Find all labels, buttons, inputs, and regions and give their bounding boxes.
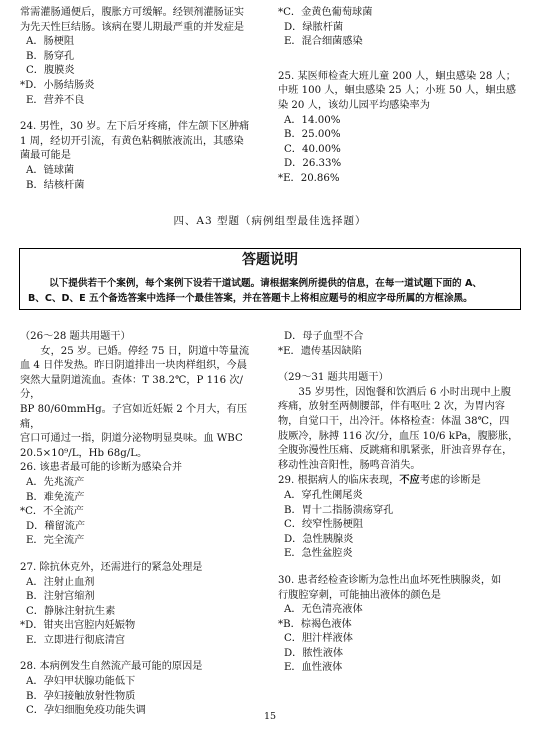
question-29-stem-emphasis: 不应 [399, 474, 420, 487]
option-a: A．先兆流产 [26, 476, 85, 488]
option-e-answer: *E．20.86% [278, 172, 340, 184]
question-26-stem: 26. 该患者最可能的诊断为感染合并 [20, 462, 183, 474]
option-a: A．注射止血剂 [26, 576, 95, 588]
option-b: B．25.00% [284, 129, 341, 141]
question-27-stem: 27. 除抗休克外，还需进行的紧急处理是 [20, 561, 203, 573]
question-25-stem-line: 中班 100 人，蛔虫感染 25 人；小班 50 人，蛔虫感 [278, 85, 516, 97]
option-b: B．结核杆菌 [26, 179, 85, 191]
question-25-stem-line: 25. 某医师检查大班儿童 200 人，蛔虫感染 28 人； [278, 70, 516, 82]
option-b: B．孕妇接触放射性物质 [26, 690, 136, 702]
instructions-title: 答题说明 [242, 252, 298, 268]
option-c-answer: *C．金黄色葡萄球菌 [278, 7, 373, 18]
instructions-line: B、C、D、E 五个备选答案中选择一个最佳答案，并在答题卡上将相应题号的相应字母所属的方框涂黑。 [28, 293, 473, 304]
page-number: 15 [263, 711, 277, 722]
case-stem-line: 20.5×10⁹/L，Hb 68g/L。 [20, 447, 148, 459]
option-d-answer: *D．小肠结肠炎 [20, 79, 95, 91]
option-d: D．稽留流产 [26, 520, 86, 532]
option-e: E．混合细菌感染 [284, 36, 363, 48]
option-b: B．难免流产 [26, 491, 85, 503]
question-29-stem-post: 考虑的诊断是 [419, 475, 481, 487]
option-b: B．注射宫缩剂 [26, 591, 95, 603]
option-c: C．绞窄性肠梗阻 [284, 519, 364, 531]
case-header: （29～31 题共用题干） [278, 372, 389, 384]
option-c-answer: *C．不全流产 [20, 506, 84, 518]
option-d: D．脓性液体 [284, 647, 344, 659]
question-24-stem-line: 1 周，经切开引流，有黄色粘稠脓液流出，其感染 [20, 135, 244, 147]
question-stem-line: 常需灌肠通便后，腹胀方可缓解。经钡剂灌肠证实 [20, 7, 245, 18]
option-e: E．营养不良 [26, 94, 85, 106]
option-a: A．无色清亮液体 [284, 604, 363, 616]
question-30-stem-line: 行腹腔穿刺，可能抽出液体的颜色是 [278, 589, 441, 601]
case-stem-line: 女，25 岁。已婚。停经 75 日，阴道中等量流 [40, 345, 250, 357]
option-c: C．静脉注射抗生素 [26, 605, 116, 617]
option-a: A．14.00% [284, 114, 341, 126]
option-c: C．腹膜炎 [26, 65, 75, 77]
case-stem-line: 疼痛，放射至两侧腰部，伴有呕吐 2 次，为胃内容 [278, 401, 505, 413]
option-e: E．完全流产 [26, 535, 85, 547]
option-d: D．母子血型不合 [284, 331, 364, 342]
right-column-top [278, 6, 522, 187]
instructions-text [28, 276, 514, 306]
case-stem-line: 35 岁男性，因饱餐和饮酒后 6 小时出现中上腹 [298, 386, 511, 398]
question-25-stem-line: 染 20 人，该幼儿园平均感染率为 [278, 99, 430, 111]
option-e: E．立即进行彻底清宫 [26, 634, 126, 646]
option-c: C．孕妇细胞免疫功能失调 [26, 705, 146, 717]
option-a: A．肠梗阻 [26, 36, 75, 48]
option-d: D．急性胰腺炎 [284, 533, 354, 545]
case-stem-line: 血 4 日伴发热。昨日阴道排出一块肉样组织，今晨 [20, 360, 247, 372]
option-a: A．链球菌 [26, 164, 75, 176]
option-d: D．26.33% [284, 158, 342, 170]
question-29-stem [278, 473, 522, 489]
option-d-answer: *D．钳夹出宫腔内妊娠物 [20, 620, 136, 632]
option-a: A．孕妇甲状腺功能低下 [26, 676, 136, 688]
question-28-stem: 28. 本病例发生自然流产最可能的原因是 [20, 661, 203, 673]
case-stem-line: 肢厥冷，脉搏 116 次/分，血压 10/6 kPa，腹膨胀， [278, 430, 519, 442]
case-stem-line: 移动性浊音阳性，肠鸣音消失。 [278, 459, 421, 471]
section-title: 四、A3 型题（病例组型最佳选择题） [173, 215, 367, 227]
instructions-box [19, 248, 521, 310]
option-c: C．胆汁样液体 [284, 633, 353, 645]
question-30-stem-line: 30. 患者经检查诊断为急性出血坏死性胰腺炎，如 [278, 574, 502, 586]
case-stem-line: BP 80/60mmHg。子宫如近妊娠 2 个月大，有压痛， [20, 403, 248, 430]
option-e: E．急性盆腔炎 [284, 548, 353, 560]
option-c: C．40.00% [284, 143, 341, 155]
case-stem-line: 突然大量阴道流血。查体：T 38.2℃，P 116 次/分， [20, 374, 243, 401]
option-e-answer: *E．遗传基因缺陷 [278, 345, 362, 357]
question-24-stem-line: 菌最可能是 [20, 150, 71, 162]
right-column-bottom [278, 330, 522, 676]
option-a: A．穿孔性阑尾炎 [284, 489, 363, 501]
case-stem-line: 物，自觉口干，出冷汗。体格检查：体温 38℃，四 [278, 415, 510, 427]
case-stem-line: 全腹弥漫性压痛、反跳痛和肌紧张，肝浊音界存在， [278, 445, 513, 457]
option-d: D．绿脓杆菌 [284, 21, 344, 33]
instructions-line: 以下提供若干个案例，每个案例下设若干道试题。请根据案例所提供的信息，在每一道试题下面的 A、 [49, 278, 482, 289]
left-column-top [20, 6, 260, 193]
question-24-stem-line: 24. 男性，30 岁。左下后牙疼痛，伴左颌下区肿痛 [20, 121, 250, 133]
option-b: B．肠穿孔 [26, 50, 75, 62]
question-stem-line: 为先天性巨结肠。该病在婴儿期最严重的并发症是 [20, 21, 245, 33]
option-b-answer: *B．棕褐色液体 [278, 618, 352, 630]
left-column-bottom [20, 330, 260, 719]
case-stem-line: 宫口可通过一指，阴道分泌物明显臭味。血 WBC [20, 433, 243, 445]
question-29-stem-pre: 29. 根据病人的临床表现， [278, 475, 400, 487]
case-header: （26～28 题共用题干） [20, 331, 131, 342]
option-e: E．血性液体 [284, 662, 343, 674]
option-b: B．胃十二指肠溃疡穿孔 [284, 504, 394, 516]
